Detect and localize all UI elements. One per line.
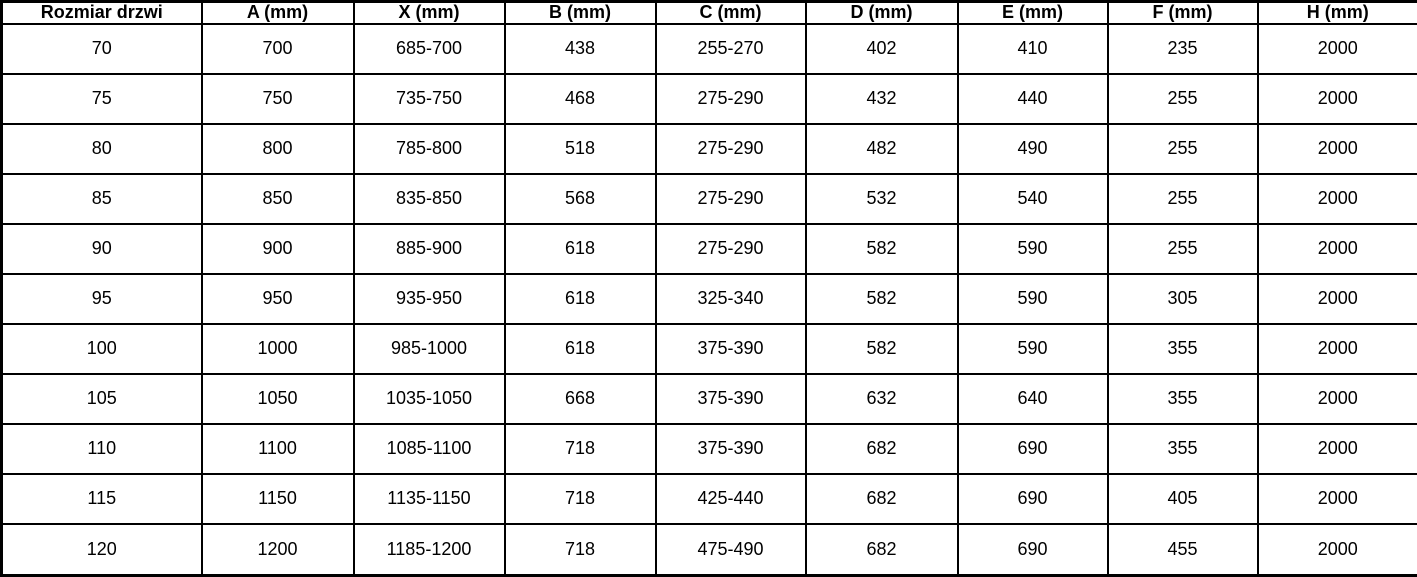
table-row-115 xyxy=(2,474,1417,524)
table-cell-d-mm: 682 xyxy=(806,424,958,474)
table-cell-c-mm: 425-440 xyxy=(656,474,806,524)
table-cell-c-mm: 375-390 xyxy=(656,324,806,374)
table-cell-h-mm: 2000 xyxy=(1258,24,1417,74)
table-cell-h-mm: 2000 xyxy=(1258,74,1417,124)
row-size-cell: 115 xyxy=(2,474,202,524)
table-cell-f-mm: 255 xyxy=(1108,224,1258,274)
column-header-b-mm: B (mm) xyxy=(505,2,656,24)
table-cell-b-mm: 438 xyxy=(505,24,656,74)
table-header xyxy=(2,2,1417,24)
table-cell-e-mm: 690 xyxy=(958,424,1108,474)
table-cell-b-mm: 468 xyxy=(505,74,656,124)
column-header-h-mm: H (mm) xyxy=(1258,2,1417,24)
table-cell-f-mm: 235 xyxy=(1108,24,1258,74)
table-cell-x-mm: 885-900 xyxy=(354,224,505,274)
table-cell-e-mm: 640 xyxy=(958,374,1108,424)
table-cell-e-mm: 590 xyxy=(958,274,1108,324)
table-cell-x-mm: 835-850 xyxy=(354,174,505,224)
table-cell-a-mm: 950 xyxy=(202,274,354,324)
table-row-95 xyxy=(2,274,1417,324)
table-cell-h-mm: 2000 xyxy=(1258,424,1417,474)
table-row-120 xyxy=(2,524,1417,575)
table-cell-a-mm: 1200 xyxy=(202,524,354,575)
table-cell-e-mm: 540 xyxy=(958,174,1108,224)
table-cell-f-mm: 255 xyxy=(1108,74,1258,124)
table-cell-c-mm: 325-340 xyxy=(656,274,806,324)
table-cell-h-mm: 2000 xyxy=(1258,124,1417,174)
table-body xyxy=(2,24,1417,576)
table-cell-x-mm: 735-750 xyxy=(354,74,505,124)
table-cell-x-mm: 685-700 xyxy=(354,24,505,74)
column-header-e-mm: E (mm) xyxy=(958,2,1108,24)
table-cell-d-mm: 532 xyxy=(806,174,958,224)
table-cell-a-mm: 1000 xyxy=(202,324,354,374)
table-cell-a-mm: 850 xyxy=(202,174,354,224)
table-cell-a-mm: 900 xyxy=(202,224,354,274)
table-row-100 xyxy=(2,324,1417,374)
table-cell-x-mm: 785-800 xyxy=(354,124,505,174)
row-size-cell: 80 xyxy=(2,124,202,174)
table-cell-a-mm: 1050 xyxy=(202,374,354,424)
table-cell-c-mm: 475-490 xyxy=(656,524,806,575)
table-cell-a-mm: 1150 xyxy=(202,474,354,524)
table-cell-f-mm: 355 xyxy=(1108,424,1258,474)
table-cell-x-mm: 1135-1150 xyxy=(354,474,505,524)
table-cell-h-mm: 2000 xyxy=(1258,374,1417,424)
table-cell-b-mm: 618 xyxy=(505,274,656,324)
table-cell-c-mm: 375-390 xyxy=(656,374,806,424)
table-cell-d-mm: 402 xyxy=(806,24,958,74)
table-cell-c-mm: 275-290 xyxy=(656,74,806,124)
table-cell-a-mm: 800 xyxy=(202,124,354,174)
table-cell-b-mm: 718 xyxy=(505,474,656,524)
table-cell-b-mm: 718 xyxy=(505,424,656,474)
table-row-75 xyxy=(2,74,1417,124)
table-cell-f-mm: 305 xyxy=(1108,274,1258,324)
table-row-85 xyxy=(2,174,1417,224)
table-row-110 xyxy=(2,424,1417,474)
table-cell-c-mm: 255-270 xyxy=(656,24,806,74)
table-row-90 xyxy=(2,224,1417,274)
table-cell-a-mm: 1100 xyxy=(202,424,354,474)
table-cell-b-mm: 568 xyxy=(505,174,656,224)
row-size-cell: 75 xyxy=(2,74,202,124)
table-cell-x-mm: 935-950 xyxy=(354,274,505,324)
table-cell-f-mm: 405 xyxy=(1108,474,1258,524)
table-cell-h-mm: 2000 xyxy=(1258,324,1417,374)
table-cell-b-mm: 518 xyxy=(505,124,656,174)
table-cell-e-mm: 690 xyxy=(958,474,1108,524)
table-cell-c-mm: 275-290 xyxy=(656,174,806,224)
row-size-cell: 100 xyxy=(2,324,202,374)
header-row xyxy=(2,2,1417,24)
table-cell-h-mm: 2000 xyxy=(1258,524,1417,575)
table-cell-c-mm: 275-290 xyxy=(656,224,806,274)
table-row-80 xyxy=(2,124,1417,174)
table-cell-e-mm: 690 xyxy=(958,524,1108,575)
table-cell-b-mm: 718 xyxy=(505,524,656,575)
table-cell-b-mm: 668 xyxy=(505,374,656,424)
row-size-cell: 120 xyxy=(2,524,202,575)
table-cell-a-mm: 750 xyxy=(202,74,354,124)
column-header-a-mm: A (mm) xyxy=(202,2,354,24)
table-cell-x-mm: 985-1000 xyxy=(354,324,505,374)
table-cell-f-mm: 255 xyxy=(1108,174,1258,224)
table-cell-h-mm: 2000 xyxy=(1258,474,1417,524)
table-cell-e-mm: 440 xyxy=(958,74,1108,124)
column-header-c-mm: C (mm) xyxy=(656,2,806,24)
table-cell-a-mm: 700 xyxy=(202,24,354,74)
row-size-cell: 85 xyxy=(2,174,202,224)
table-row-70 xyxy=(2,24,1417,74)
table-cell-e-mm: 590 xyxy=(958,224,1108,274)
table-cell-x-mm: 1185-1200 xyxy=(354,524,505,575)
row-size-cell: 90 xyxy=(2,224,202,274)
table-cell-d-mm: 582 xyxy=(806,274,958,324)
table-cell-f-mm: 355 xyxy=(1108,324,1258,374)
table-cell-h-mm: 2000 xyxy=(1258,224,1417,274)
table-cell-d-mm: 582 xyxy=(806,324,958,374)
table-row-105 xyxy=(2,374,1417,424)
table-cell-d-mm: 582 xyxy=(806,224,958,274)
column-header-f-mm: F (mm) xyxy=(1108,2,1258,24)
column-header-x-mm: X (mm) xyxy=(354,2,505,24)
table-cell-x-mm: 1035-1050 xyxy=(354,374,505,424)
row-size-cell: 70 xyxy=(2,24,202,74)
table-cell-e-mm: 490 xyxy=(958,124,1108,174)
table-cell-d-mm: 682 xyxy=(806,474,958,524)
table-cell-d-mm: 432 xyxy=(806,74,958,124)
row-size-cell: 105 xyxy=(2,374,202,424)
table-cell-c-mm: 375-390 xyxy=(656,424,806,474)
table-cell-f-mm: 255 xyxy=(1108,124,1258,174)
column-header-rozmiar-drzwi: Rozmiar drzwi xyxy=(2,2,202,24)
table-cell-e-mm: 590 xyxy=(958,324,1108,374)
row-size-cell: 110 xyxy=(2,424,202,474)
table-cell-f-mm: 355 xyxy=(1108,374,1258,424)
table-cell-d-mm: 682 xyxy=(806,524,958,575)
column-header-d-mm: D (mm) xyxy=(806,2,958,24)
table-cell-b-mm: 618 xyxy=(505,224,656,274)
table-cell-c-mm: 275-290 xyxy=(656,124,806,174)
table-cell-d-mm: 632 xyxy=(806,374,958,424)
table-cell-e-mm: 410 xyxy=(958,24,1108,74)
row-size-cell: 95 xyxy=(2,274,202,324)
table-cell-h-mm: 2000 xyxy=(1258,274,1417,324)
table-cell-b-mm: 618 xyxy=(505,324,656,374)
table-cell-f-mm: 455 xyxy=(1108,524,1258,575)
table-cell-x-mm: 1085-1100 xyxy=(354,424,505,474)
table-cell-h-mm: 2000 xyxy=(1258,174,1417,224)
table-cell-d-mm: 482 xyxy=(806,124,958,174)
